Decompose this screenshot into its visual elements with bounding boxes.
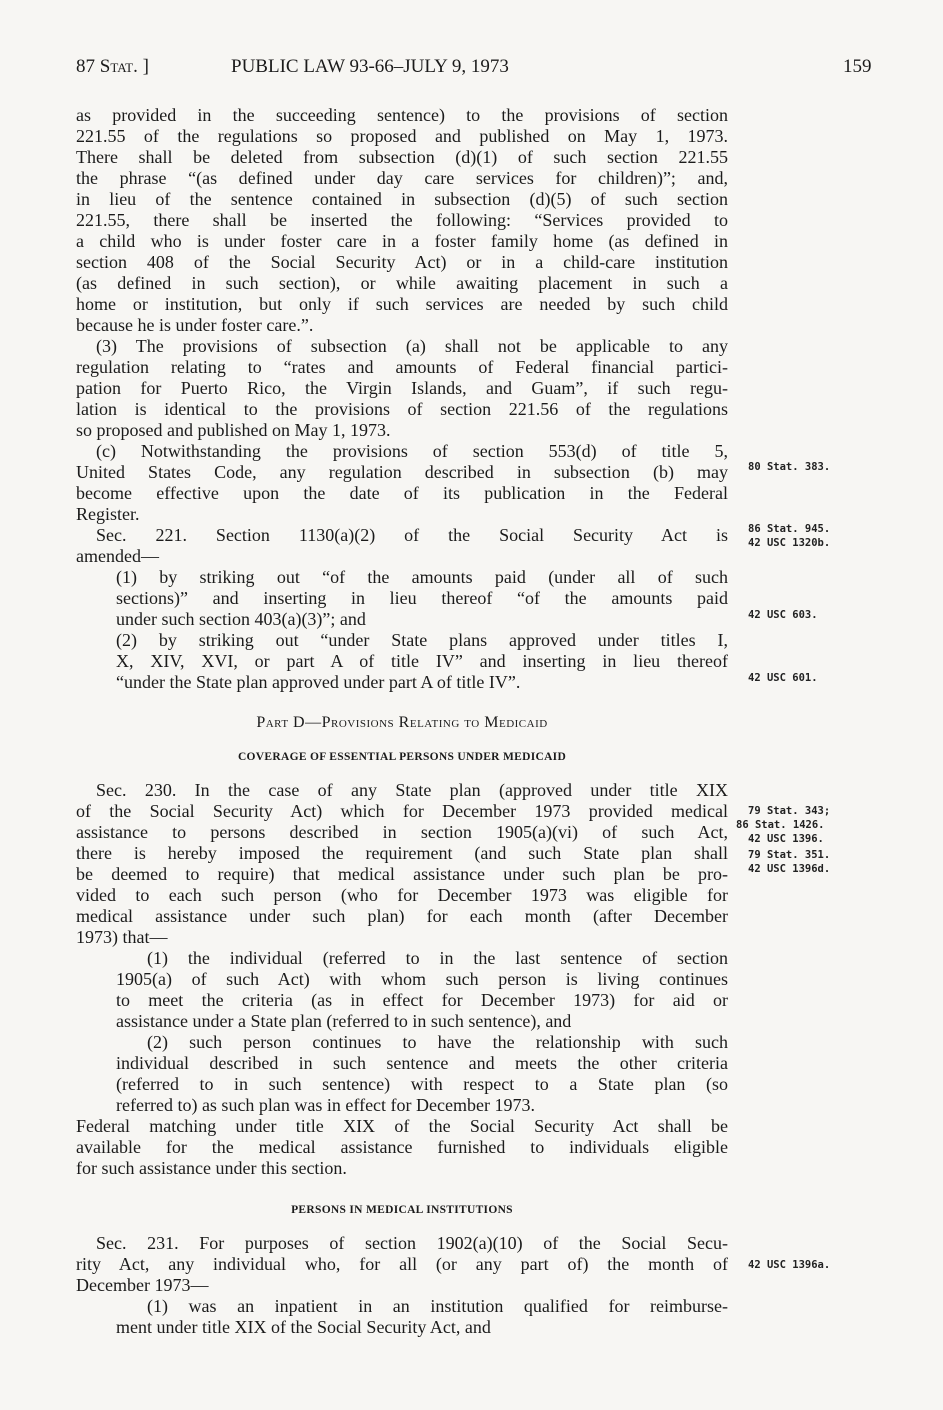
text-line: pation for Puerto Rico, the Virgin Islands, and Guam”, if such regu- bbox=[76, 378, 728, 398]
text-line: of the Social Security Act) which for December 1973 provided medical bbox=[76, 801, 728, 821]
text-line: home or institution, but only if such services are needed by such child bbox=[76, 294, 728, 314]
margin-note: 79 Stat. 351. bbox=[748, 849, 831, 861]
text-line: (2) such person continues to have the relationship with such bbox=[147, 1032, 728, 1052]
text-line: available for the medical assistance furnished to individuals eligible bbox=[76, 1137, 728, 1157]
text-line: 221.55, there shall be inserted the following: “Services provided to bbox=[76, 210, 728, 230]
text-line: a child who is under foster care in a foster family home (as defined in bbox=[76, 231, 728, 251]
text-line: (c) Notwithstanding the provisions of section 553(d) of title 5, bbox=[96, 441, 728, 461]
running-head-title: PUBLIC LAW 93-66–JULY 9, 1973 bbox=[231, 56, 509, 77]
text-line: ment under title XIX of the Social Security Act, and bbox=[116, 1317, 491, 1337]
page-body bbox=[76, 105, 728, 1338]
text-line: the phrase “(as defined under day care services for children)”; and, bbox=[76, 168, 728, 188]
paragraph-federal-matching bbox=[76, 1116, 728, 1179]
margin-note: 42 USC 1396a. bbox=[748, 1259, 831, 1271]
text-line: so proposed and published on May 1, 1973. bbox=[76, 420, 391, 440]
text-line: (3) The provisions of subsection (a) shall not be applicable to any bbox=[96, 336, 728, 356]
text-line: Sec. 221. Section 1130(a)(2) of the Social Security Act is bbox=[96, 525, 728, 545]
text-line: December 1973— bbox=[76, 1275, 209, 1295]
margin-note: 86 Stat. 945. bbox=[748, 523, 831, 535]
section-heading-coverage: COVERAGE OF ESSENTIAL PERSONS UNDER MEDICAID bbox=[237, 751, 567, 763]
paragraph-sec-231 bbox=[76, 1233, 728, 1296]
text-line: “under the State plan approved under part A of title IV”. bbox=[116, 672, 521, 692]
text-line: 1973) that— bbox=[76, 927, 168, 947]
text-line: (referred to in such sentence) with respect to a State plan (so bbox=[116, 1074, 728, 1094]
text-line: Federal matching under title XIX of the Social Security Act shall be bbox=[76, 1116, 728, 1136]
margin-note: 79 Stat. 343; bbox=[748, 805, 831, 817]
paragraph bbox=[76, 105, 728, 336]
text-line: section 408 of the Social Security Act) or in a child-care institution bbox=[76, 252, 728, 272]
margin-note: 42 USC 603. bbox=[748, 609, 818, 621]
text-line: amended— bbox=[76, 546, 159, 566]
text-line: under such section 403(a)(3)”; and bbox=[116, 609, 366, 629]
text-line: There shall be deleted from subsection (d)(1) of such section 221.55 bbox=[76, 147, 728, 167]
text-line: lation is identical to the provisions of section 221.56 of the regulations bbox=[76, 399, 728, 419]
text-line: sections)” and inserting in lieu thereof “of the amounts paid bbox=[116, 588, 728, 608]
part-heading: Part D—Provisions Relating to Medicaid bbox=[256, 714, 548, 731]
margin-note: 42 USC 1320b. bbox=[748, 537, 831, 549]
text-line: (1) the individual (referred to in the last sentence of section bbox=[147, 948, 728, 968]
text-line: United States Code, any regulation described in subsection (b) may bbox=[76, 462, 728, 482]
text-line: Sec. 231. For purposes of section 1902(a)(10) of the Social Secu- bbox=[96, 1233, 728, 1253]
text-line: referred to) as such plan was in effect for December 1973. bbox=[116, 1095, 535, 1115]
text-line: in lieu of the sentence contained in subsection (d)(5) of such section bbox=[76, 189, 728, 209]
text-line: regulation relating to “rates and amounts of Federal financial partici- bbox=[76, 357, 728, 377]
text-line: X, XIV, XVI, or part A of title IV” and inserting in lieu thereof bbox=[116, 651, 728, 671]
paragraph-sec-221 bbox=[76, 525, 728, 567]
text-line: (2) by striking out “under State plans approved under titles I, bbox=[116, 630, 728, 650]
text-line: vided to each such person (who for December 1973 was eligible for bbox=[76, 885, 728, 905]
text-line: (1) by striking out “of the amounts paid (under all of such bbox=[116, 567, 728, 587]
paragraph-sec-230-item-2 bbox=[76, 1032, 728, 1116]
text-line: medical assistance under such plan) for each month (after December bbox=[76, 906, 728, 926]
text-line: assistance to persons described in section 1905(a)(vi) of such Act, bbox=[76, 822, 728, 842]
paragraph-sec-230 bbox=[76, 780, 728, 948]
margin-note: 80 Stat. 383. bbox=[748, 461, 831, 473]
text-line: become effective upon the date of its publication in the Federal bbox=[76, 483, 728, 503]
paragraph-subsection-b3 bbox=[76, 336, 728, 441]
margin-note: 42 USC 1396d. bbox=[748, 863, 831, 875]
text-line: 221.55 of the regulations so proposed and published on May 1, 1973. bbox=[76, 126, 728, 146]
text-line: be deemed to require) that medical assistance under such plan be pro- bbox=[76, 864, 728, 884]
text-line: for such assistance under this section. bbox=[76, 1158, 347, 1178]
text-line: (1) was an inpatient in an institution qualified for reimburse- bbox=[147, 1296, 728, 1316]
text-line: 1905(a) of such Act) with whom such person is living continues bbox=[116, 969, 728, 989]
paragraph-sec-221-item-2 bbox=[76, 630, 728, 693]
text-line: (as defined in such section), or while awaiting placement in such a bbox=[76, 273, 728, 293]
margin-note: 86 Stat. 1426. bbox=[736, 819, 825, 831]
paragraph-sec-231-item-1 bbox=[76, 1296, 728, 1338]
text-line: there is hereby imposed the requirement (and such State plan shall bbox=[76, 843, 728, 863]
text-line: because he is under foster care.”. bbox=[76, 315, 314, 335]
margin-note: 42 USC 601. bbox=[748, 672, 818, 684]
text-line: assistance under a State plan (referred to in such sentence), and bbox=[116, 1011, 572, 1031]
text-line: Sec. 230. In the case of any State plan (approved under title XIX bbox=[96, 780, 728, 800]
text-line: rity Act, any individual who, for all (or any part of) the month of bbox=[76, 1254, 728, 1274]
text-line: Register. bbox=[76, 504, 140, 524]
margin-note: 42 USC 1396. bbox=[748, 833, 824, 845]
text-line: as provided in the succeeding sentence) to the provisions of section bbox=[76, 105, 728, 125]
paragraph-sec-230-item-1 bbox=[76, 948, 728, 1032]
paragraph-subsection-c bbox=[76, 441, 728, 525]
running-head-volume: 87 Stat. ] bbox=[76, 56, 149, 77]
paragraph-sec-221-item-1 bbox=[76, 567, 728, 630]
page-number: 159 bbox=[843, 56, 872, 77]
section-heading-persons: PERSONS IN MEDICAL INSTITUTIONS bbox=[291, 1204, 513, 1216]
text-line: individual described in such sentence and meets the other criteria bbox=[116, 1053, 728, 1073]
text-line: to meet the criteria (as in effect for December 1973) for aid or bbox=[116, 990, 728, 1010]
